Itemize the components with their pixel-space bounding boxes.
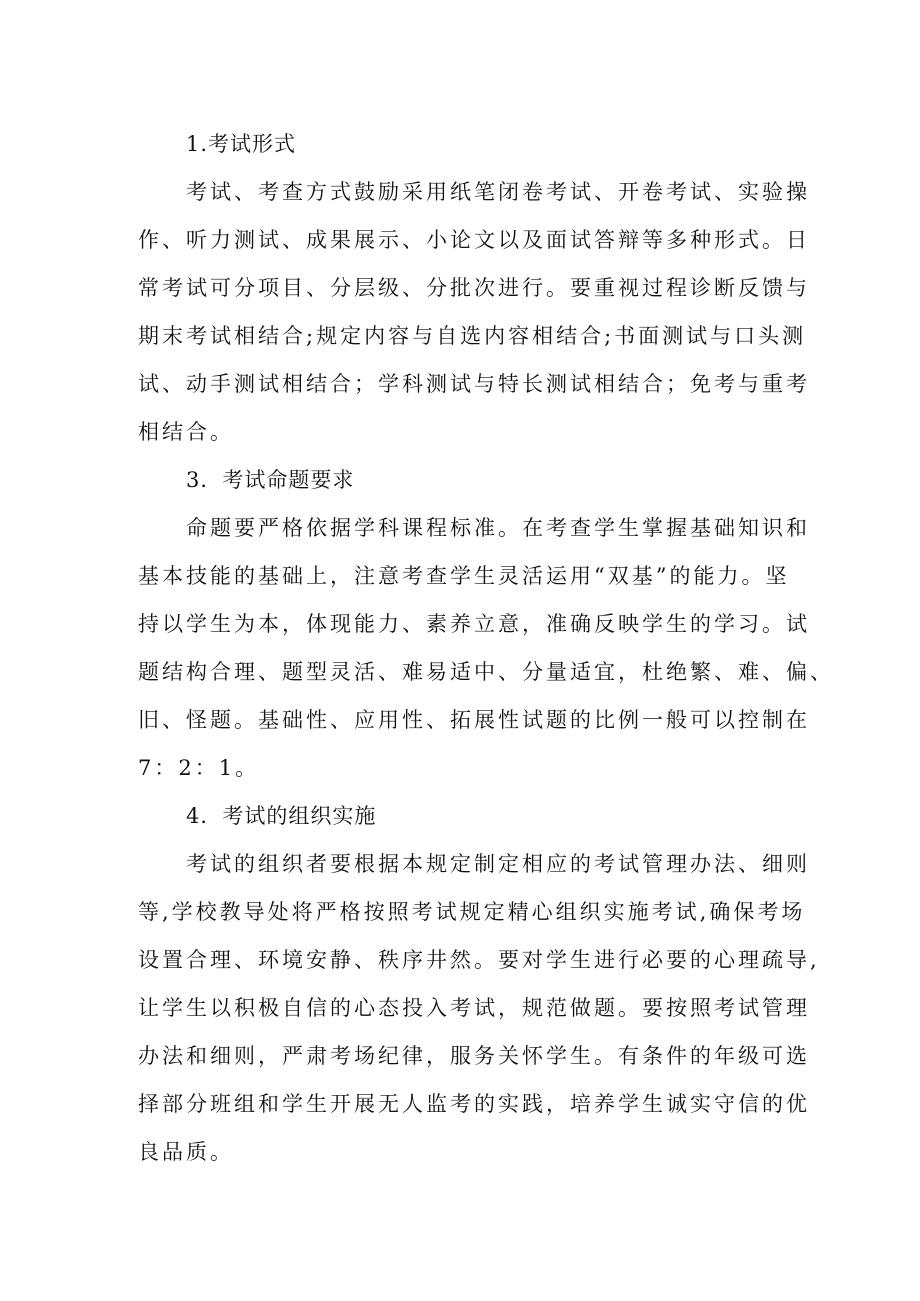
text-line: 让学生以积极自信的心态投入考试，规范做题。要按照考试管理: [138, 996, 810, 1020]
text-line: 考试、考查方式鼓励采用纸笔闭卷考试、开卷考试、实验操: [186, 180, 810, 204]
text-line: 考试的组织者要根据本规定制定相应的考试管理办法、细则: [186, 852, 810, 876]
text-line: 常考试可分项目、分层级、分批次进行。要重视过程诊断反馈与: [138, 276, 810, 300]
text-line: 旧、怪题。基础性、应用性、拓展性试题的比例一般可以控制在: [138, 708, 810, 732]
text-line: 7：2：1。: [138, 756, 260, 780]
paragraph-exam-form: [138, 168, 810, 456]
text-line: 办法和细则，严肃考场纪律，服务关怀学生。有条件的年级可选: [138, 1044, 810, 1068]
text-line: 题结构合理、题型灵活、难易适中、分量适宜，杜绝繁、难、偏、: [138, 660, 834, 684]
document-body: [138, 120, 834, 1176]
paragraph-exam-organization: [138, 840, 820, 1176]
text-line: 试、动手测试相结合；学科测试与特长测试相结合；免考与重考: [138, 372, 810, 396]
text-line: 设置合理、环境安静、秩序井然。要对学生进行必要的心理疏导,: [138, 948, 820, 972]
text-line: 择部分班组和学生开展无人监考的实践，培养学生诚实守信的优: [138, 1092, 810, 1116]
text-line: 命题要严格依据学科课程标准。在考查学生掌握基础知识和: [186, 516, 810, 540]
text-line: 等,学校教导处将严格按照考试规定精心组织实施考试,确保考场: [138, 900, 806, 924]
text-line: 相结合。: [138, 420, 234, 444]
section-heading-exam-proposition: 3．考试命题要求: [186, 468, 355, 492]
text-line: 基本技能的基础上，注意考查学生灵活运用“双基”的能力。坚: [138, 564, 790, 588]
section-heading-exam-form: 1.考试形式: [186, 132, 297, 156]
text-line: 作、听力测试、成果展示、小论文以及面试答辩等多种形式。日: [138, 228, 810, 252]
text-line: 持以学生为本，体现能力、素养立意，准确反映学生的学习。试: [138, 612, 810, 636]
paragraph-exam-proposition: [138, 504, 834, 792]
section-heading-exam-organization: 4．考试的组织实施: [186, 804, 377, 828]
text-line: 良品质。: [138, 1140, 234, 1164]
text-line: 期末考试相结合;规定内容与自选内容相结合;书面测试与口头测: [138, 324, 807, 348]
